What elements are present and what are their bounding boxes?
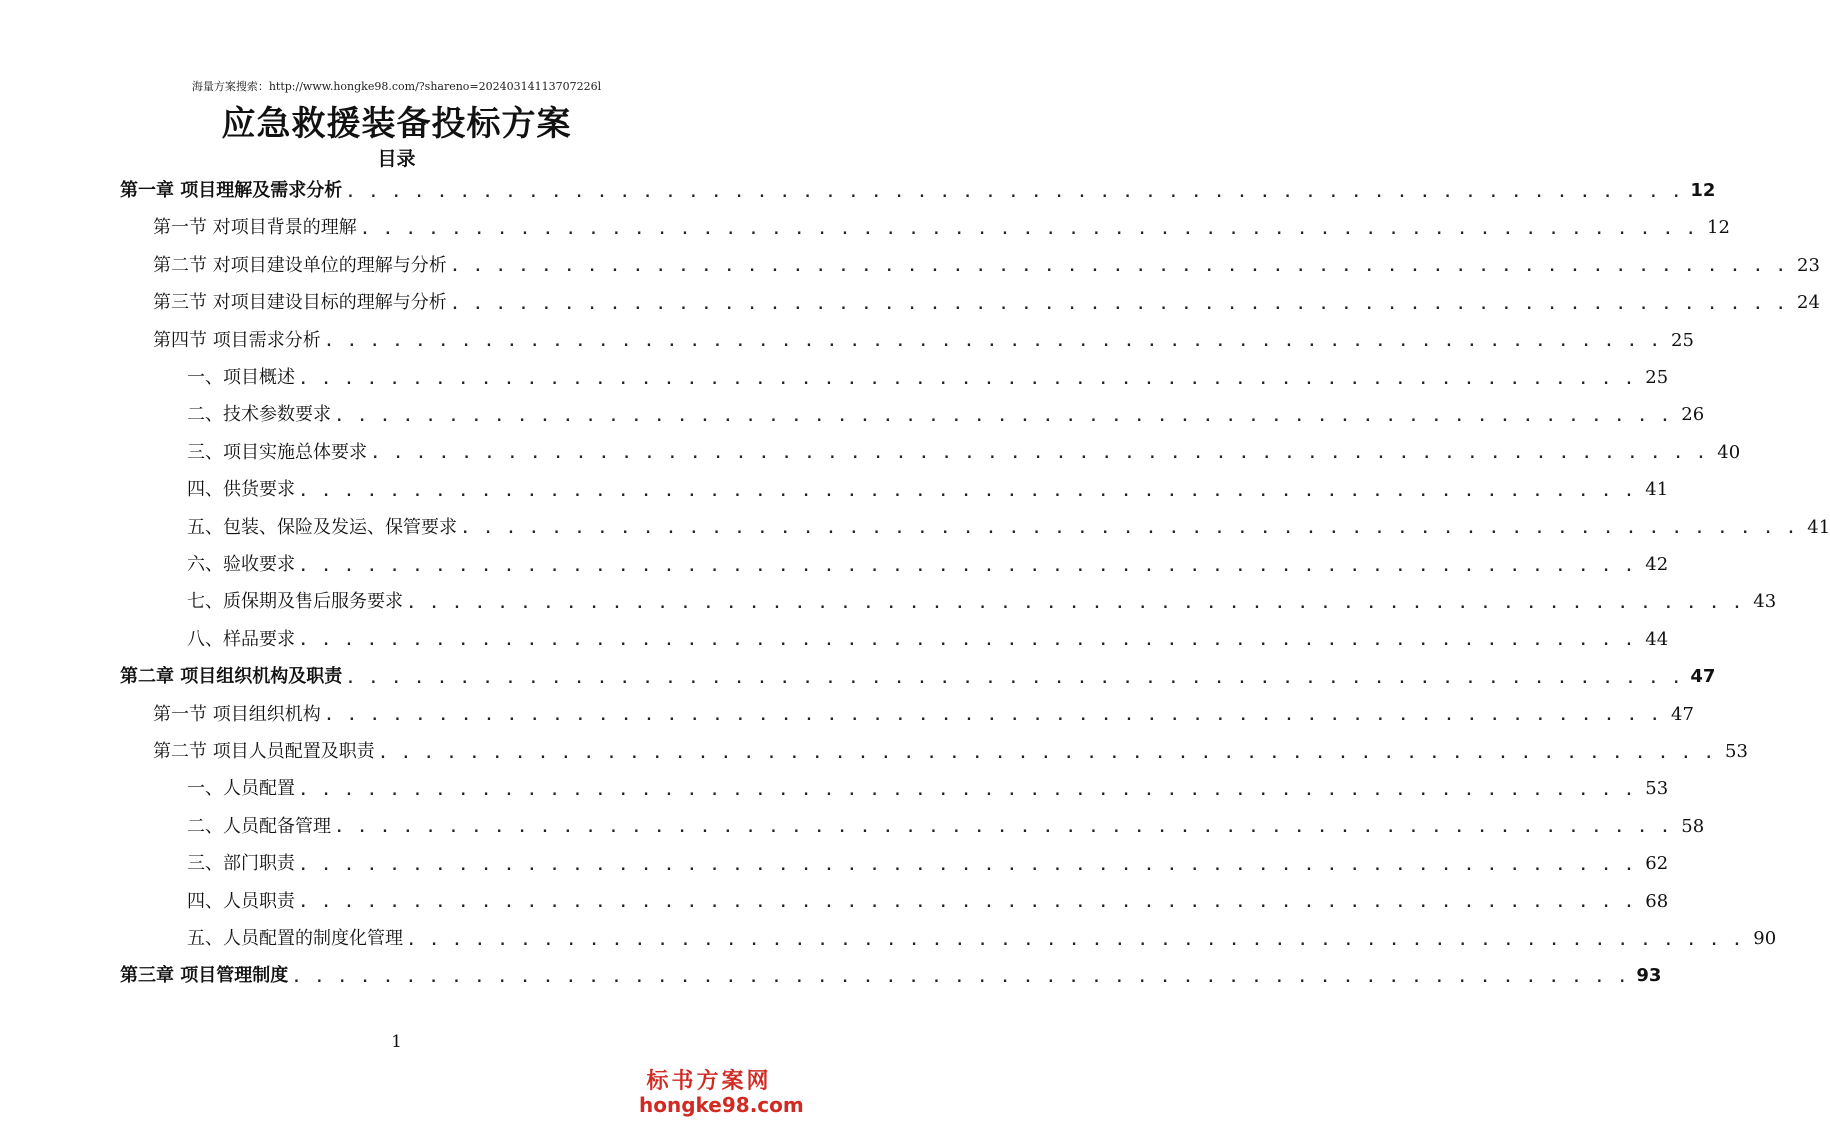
toc-entry-label: 第二章 项目组织机构及职责 (120, 666, 343, 688)
toc-entry-page: 68 (1645, 890, 1669, 912)
toc-dot-leader: . . . . . . . . . . . . . . . . . . . . . . . . . . . . . . . . . . . . . . . . . . . . . . . . . . . . . . . . . . . (335, 408, 1673, 425)
toc-entry-label: 第三节 对项目建设目标的理解与分析 (153, 292, 447, 314)
toc-entry[interactable] (187, 475, 1669, 505)
toc-entry[interactable] (187, 774, 1669, 804)
toc-entry-page: 24 (1797, 292, 1820, 314)
toc-entry[interactable] (187, 400, 1705, 430)
toc-entry-label: 四、供货要求 (187, 479, 295, 501)
toc-entry-label: 二、技术参数要求 (187, 404, 331, 426)
toc-dot-leader: . . . . . . . . . . . . . . . . . . . . . . . . . . . . . . . . . . . . . . . . . . . . . . . . . . . . . . . . . . . (360, 221, 1698, 238)
toc-entry[interactable] (187, 587, 1777, 617)
toc-dot-leader: . . . . . . . . . . . . . . . . . . . . . . . . . . . . . . . . . . . . . . . . . . . . . . . . . . . . . . . . . . . (324, 708, 1662, 725)
toc-dot-leader: . . . . . . . . . . . . . . . . . . . . . . . . . . . . . . . . . . . . . . . . . . . . . . . . . . . . . . . . . . . (292, 969, 1630, 986)
watermark-cn-text: 标书方案网 (646, 1068, 772, 1094)
toc-entry[interactable] (187, 849, 1669, 879)
toc-entry-label: 二、人员配备管理 (187, 815, 331, 837)
toc-entry-page: 25 (1671, 329, 1694, 351)
toc-dot-leader: . . . . . . . . . . . . . . . . . . . . . . . . . . . . . . . . . . . . . . . . . . . . . . . . . . . . . . . . . . . (299, 371, 1637, 388)
toc-entry-page: 26 (1681, 404, 1705, 426)
toc-dot-leader: . . . . . . . . . . . . . . . . . . . . . . . . . . . . . . . . . . . . . . . . . . . . . . . . . . . . . . . . . . . (378, 745, 1716, 762)
toc-entry[interactable] (187, 550, 1669, 580)
toc-entry-page: 41 (1807, 516, 1830, 538)
toc-entry[interactable] (120, 176, 1716, 206)
toc-entry-page: 43 (1753, 591, 1777, 613)
toc-entry-label: 四、人员职责 (187, 890, 295, 912)
toc-entry[interactable] (187, 513, 1830, 543)
toc-dot-leader: . . . . . . . . . . . . . . . . . . . . . . . . . . . . . . . . . . . . . . . . . . . . . . . . . . . . . . . . . . . (299, 857, 1637, 874)
toc-dot-leader: . . . . . . . . . . . . . . . . . . . . . . . . . . . . . . . . . . . . . . . . . . . . . . . . . . . . . . . . . . . (461, 521, 1799, 538)
toc-entry[interactable] (153, 326, 1694, 356)
toc-dot-leader: . . . . . . . . . . . . . . . . . . . . . . . . . . . . . . . . . . . . . . . . . . . . . . . . . . . . . . . . . . . (407, 932, 1745, 949)
toc-entry-page: 47 (1671, 703, 1694, 725)
toc-entry-page: 40 (1717, 441, 1741, 463)
toc-entry-label: 第二节 项目人员配置及职责 (153, 741, 375, 762)
toc-entry[interactable] (187, 812, 1705, 842)
toc-entry-page: 53 (1725, 741, 1748, 762)
toc-dot-leader: . . . . . . . . . . . . . . . . . . . . . . . . . . . . . . . . . . . . . . . . . . . . . . . . . . . . . . . . . . . (299, 782, 1637, 799)
toc-entry[interactable] (153, 251, 1820, 281)
toc-entry-page: 90 (1753, 928, 1777, 949)
toc-dot-leader: . . . . . . . . . . . . . . . . . . . . . . . . . . . . . . . . . . . . . . . . . . . . . . . . . . . . . . . . . . . (299, 633, 1637, 650)
toc-entry-label: 第四节 项目需求分析 (153, 329, 321, 351)
toc-entry[interactable] (120, 662, 1716, 692)
toc-dot-leader: . . . . . . . . . . . . . . . . . . . . . . . . . . . . . . . . . . . . . . . . . . . . . . . . . . . . . . . . . . . (346, 184, 1684, 201)
toc-entry-label: 三、项目实施总体要求 (187, 441, 367, 463)
toc-dot-leader: . . . . . . . . . . . . . . . . . . . . . . . . . . . . . . . . . . . . . . . . . . . . . . . . . . . . . . . . . . . (407, 595, 1745, 612)
toc-dot-leader: . . . . . . . . . . . . . . . . . . . . . . . . . . . . . . . . . . . . . . . . . . . . . . . . . . . . . . . . . . . (299, 483, 1637, 500)
watermark-en-text: hongke98.com (639, 1093, 804, 1117)
toc-entry-label: 三、部门职责 (187, 853, 295, 875)
toc-entry-label: 五、包装、保险及发运、保管要求 (187, 516, 457, 538)
toc-dot-leader: . . . . . . . . . . . . . . . . . . . . . . . . . . . . . . . . . . . . . . . . . . . . . . . . . . . . . . . . . . . (450, 296, 1788, 313)
toc-entry-page: 93 (1636, 965, 1662, 987)
toc-entry-label: 第三章 项目管理制度 (120, 965, 289, 987)
toc-entry-page: 12 (1690, 180, 1716, 201)
toc-entry[interactable] (153, 737, 1748, 767)
page-number: 1 (391, 1032, 402, 1052)
toc-entry[interactable] (187, 625, 1669, 655)
toc-entry-page: 12 (1707, 217, 1730, 239)
toc-entry[interactable] (187, 438, 1741, 468)
toc-entry-page: 44 (1645, 628, 1669, 650)
toc-entry[interactable] (187, 887, 1669, 917)
toc-dot-leader: . . . . . . . . . . . . . . . . . . . . . . . . . . . . . . . . . . . . . . . . . . . . . . . . . . . . . . . . . . . (299, 558, 1637, 575)
toc-entry-label: 第一节 项目组织机构 (153, 703, 321, 725)
toc-dot-leader: . . . . . . . . . . . . . . . . . . . . . . . . . . . . . . . . . . . . . . . . . . . . . . . . . . . . . . . . . . . (371, 446, 1709, 463)
toc-entry-label: 六、验收要求 (187, 554, 295, 575)
toc-entry[interactable] (187, 363, 1669, 393)
toc-heading: 目录 (377, 148, 416, 170)
source-line: 海量方案搜索：http://www.hongke98.com/?shareno=20240314113707226l (191, 80, 602, 93)
toc-dot-leader: . . . . . . . . . . . . . . . . . . . . . . . . . . . . . . . . . . . . . . . . . . . . . . . . . . . . . . . . . . . (450, 259, 1788, 276)
toc-entry-page: 25 (1645, 367, 1669, 388)
toc-entry-label: 一、人员配置 (187, 778, 295, 800)
toc-entry-label: 五、人员配置的制度化管理 (187, 928, 403, 949)
toc-entry[interactable] (153, 213, 1730, 243)
toc-entry-page: 58 (1681, 815, 1705, 837)
toc-entry-label: 七、质保期及售后服务要求 (187, 591, 403, 613)
toc-entry-page: 23 (1797, 254, 1820, 276)
toc-dot-leader: . . . . . . . . . . . . . . . . . . . . . . . . . . . . . . . . . . . . . . . . . . . . . . . . . . . . . . . . . . . (324, 334, 1662, 351)
toc-entry[interactable] (153, 288, 1820, 318)
toc-entry-page: 42 (1645, 554, 1669, 575)
toc-entry[interactable] (153, 700, 1694, 730)
toc-dot-leader: . . . . . . . . . . . . . . . . . . . . . . . . . . . . . . . . . . . . . . . . . . . . . . . . . . . . . . . . . . . (299, 895, 1637, 912)
toc-entry-page: 62 (1645, 853, 1669, 875)
toc-entry-label: 第二节 对项目建设单位的理解与分析 (153, 254, 447, 276)
toc-entry-page: 53 (1645, 778, 1669, 800)
toc-entry-label: 第一节 对项目背景的理解 (153, 217, 357, 239)
toc-entry-label: 一、项目概述 (187, 367, 295, 388)
toc-entry-page: 41 (1645, 479, 1669, 501)
toc-entry[interactable] (120, 961, 1662, 991)
toc-entry-label: 八、样品要求 (187, 628, 295, 650)
toc-entry[interactable] (187, 924, 1777, 954)
toc-dot-leader: . . . . . . . . . . . . . . . . . . . . . . . . . . . . . . . . . . . . . . . . . . . . . . . . . . . . . . . . . . . (335, 820, 1673, 837)
toc-entry-label: 第一章 项目理解及需求分析 (120, 180, 343, 201)
toc-entry-page: 47 (1690, 666, 1716, 688)
document-title: 应急救援装备投标方案 (221, 104, 572, 144)
watermark-logo (639, 1068, 804, 1117)
toc-dot-leader: . . . . . . . . . . . . . . . . . . . . . . . . . . . . . . . . . . . . . . . . . . . . . . . . . . . . . . . . . . . (346, 670, 1684, 687)
